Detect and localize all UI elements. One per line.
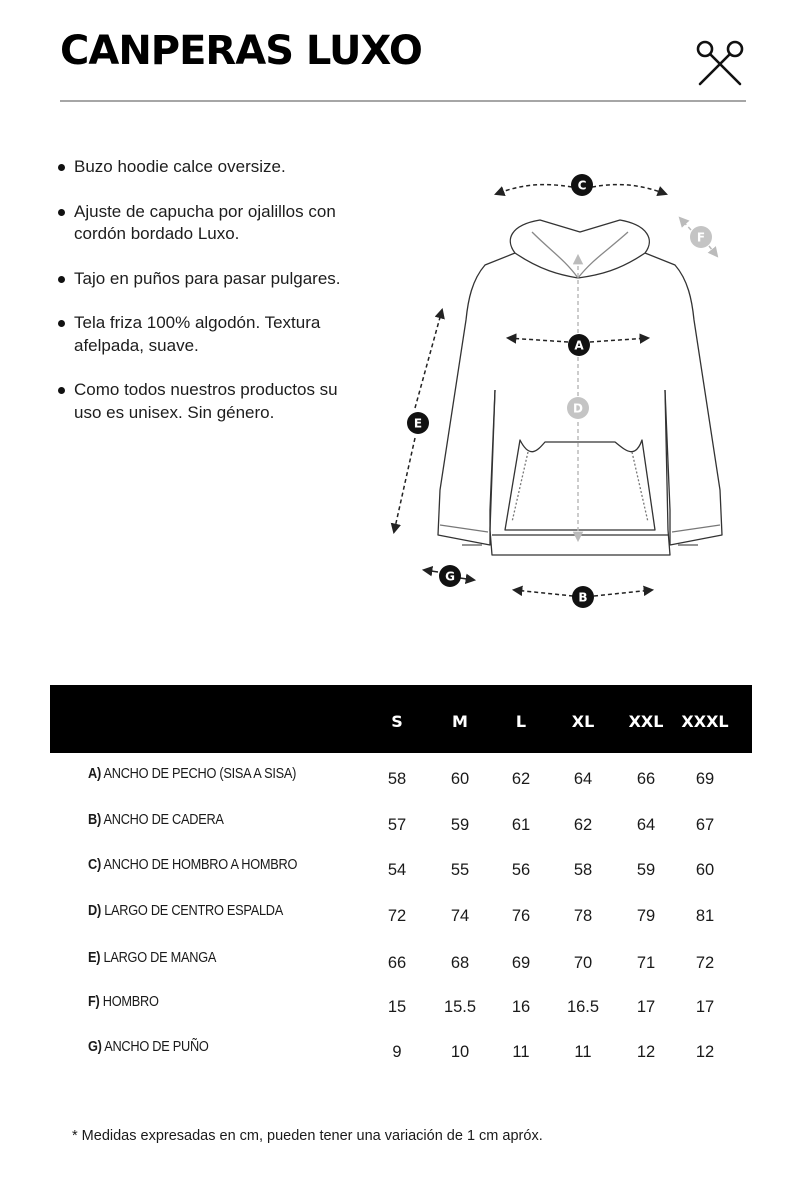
table-cell: 59: [636, 861, 656, 879]
marker-F: [690, 226, 712, 248]
table-cell: 17: [695, 998, 715, 1016]
table-cell: 55: [450, 861, 470, 879]
table-cell: 10: [450, 1043, 470, 1061]
table-cell: 67: [695, 816, 715, 834]
feature-item: Buzo hoodie calce oversize.: [55, 156, 355, 179]
table-cell: 16.5: [566, 998, 600, 1016]
row-label: D) LARGO DE CENTRO ESPALDA: [88, 903, 283, 919]
table-cell: 59: [450, 816, 470, 834]
table-cell: 64: [636, 816, 656, 834]
table-cell: 81: [695, 907, 715, 925]
svg-text:B: B: [578, 590, 588, 605]
svg-text:F: F: [696, 230, 706, 245]
marker-G: [439, 565, 461, 587]
row-label: E) LARGO DE MANGA: [88, 950, 217, 966]
brand-title: CANPERAS LUXO: [60, 28, 422, 74]
svg-text:A: A: [574, 338, 584, 353]
table-cell: 69: [695, 770, 715, 788]
marker-B: [572, 586, 594, 608]
row-label: C) ANCHO DE HOMBRO A HOMBRO: [88, 857, 298, 873]
table-cell: 71: [636, 954, 656, 972]
marker-E: [407, 412, 429, 434]
table-cell: 11: [512, 1043, 530, 1061]
size-col-m: M: [452, 712, 468, 731]
row-label: A) ANCHO DE PECHO (SISA A SISA): [88, 766, 297, 782]
table-cell: 72: [695, 954, 715, 972]
size-col-xl: XL: [571, 712, 595, 731]
table-cell: 61: [511, 816, 531, 834]
table-cell: 60: [450, 770, 470, 788]
feature-item: Tajo en puños para pasar pulgares.: [55, 268, 355, 291]
table-cell: 62: [573, 816, 593, 834]
size-col-xxl: XXL: [628, 712, 664, 731]
marker-A: [568, 334, 590, 356]
table-cell: 76: [511, 907, 531, 925]
measurement-footnote: * Medidas expresadas en cm, pueden tener una variación de 1 cm apróx.: [72, 1128, 543, 1144]
table-cell: 12: [695, 1043, 715, 1061]
table-cell: 79: [636, 907, 656, 925]
table-cell: 54: [387, 861, 407, 879]
feature-item: Como todos nuestros productos su uso es unisex. Sin género.: [55, 379, 355, 424]
table-cell: 15: [387, 998, 407, 1016]
table-cell: 68: [450, 954, 470, 972]
table-row: [0, 903, 800, 943]
size-col-l: L: [515, 712, 527, 731]
table-cell: 12: [636, 1043, 656, 1061]
table-cell: 16: [511, 998, 531, 1016]
svg-text:D: D: [573, 401, 583, 416]
feature-list: [55, 156, 355, 446]
size-col-xxxl: XXXL: [681, 712, 729, 731]
table-cell: 72: [387, 907, 407, 925]
svg-text:G: G: [445, 569, 455, 584]
table-cell: 60: [695, 861, 715, 879]
row-label: B) ANCHO DE CADERA: [88, 812, 224, 828]
table-row: [0, 994, 800, 1034]
table-cell: 15.5: [443, 998, 477, 1016]
size-table-header: [50, 685, 752, 753]
scissors-icon: [694, 38, 746, 86]
table-cell: 11: [574, 1043, 592, 1061]
table-cell: 66: [636, 770, 656, 788]
table-row: [0, 812, 800, 852]
table-cell: 57: [387, 816, 407, 834]
feature-item: Ajuste de capucha por ojalillos con cordón bordado Luxo.: [55, 201, 355, 246]
table-row: [0, 766, 800, 806]
table-cell: 9: [392, 1043, 402, 1061]
row-label: F) HOMBRO: [88, 994, 159, 1010]
size-col-s: S: [391, 712, 403, 731]
table-cell: 58: [387, 770, 407, 788]
table-cell: 70: [573, 954, 593, 972]
table-cell: 56: [511, 861, 531, 879]
table-cell: 62: [511, 770, 531, 788]
svg-text:E: E: [413, 416, 423, 431]
table-row: [0, 950, 800, 990]
row-label: G) ANCHO DE PUÑO: [88, 1039, 209, 1055]
table-row: [0, 857, 800, 897]
marker-C: [571, 174, 593, 196]
table-cell: 64: [573, 770, 593, 788]
table-cell: 69: [511, 954, 531, 972]
header-divider: [60, 100, 746, 102]
hoodie-diagram: [380, 160, 780, 630]
table-cell: 74: [450, 907, 470, 925]
hoodie-outline: [438, 220, 722, 555]
table-cell: 58: [573, 861, 593, 879]
table-cell: 17: [636, 998, 656, 1016]
table-cell: 66: [387, 954, 407, 972]
marker-D: [567, 397, 589, 419]
feature-item: Tela friza 100% algodón. Textura afelpada, suave.: [55, 312, 355, 357]
table-row: [0, 1039, 800, 1079]
table-cell: 78: [573, 907, 593, 925]
svg-text:C: C: [577, 178, 587, 193]
